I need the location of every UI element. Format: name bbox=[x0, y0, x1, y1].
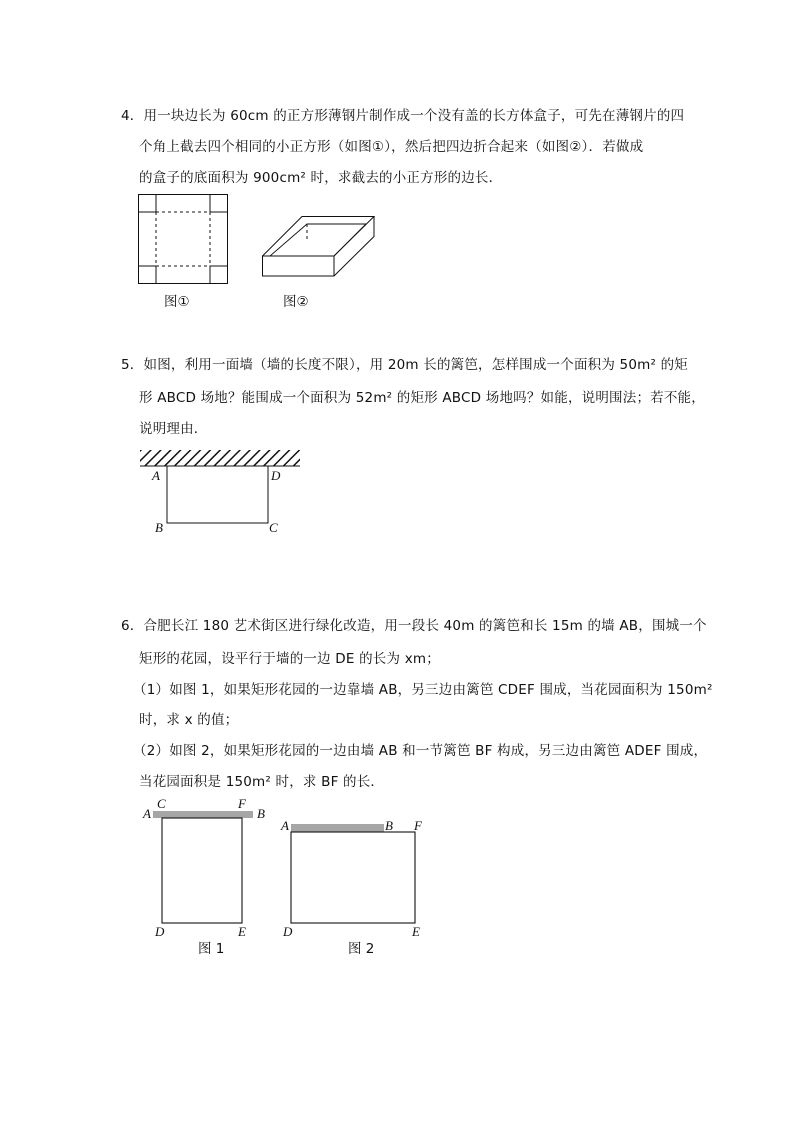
problem-6-line-1: 6．合肥长江 180 艺术街区进行绿化改造，用一段长 40m 的篱笆和长 15m 的墙 AB，围城一个 bbox=[121, 618, 707, 634]
wall-ab-1 bbox=[153, 811, 253, 818]
figure-2-caption: 图② bbox=[283, 294, 309, 310]
label-a: A bbox=[143, 806, 151, 821]
figure-open-box bbox=[262, 216, 377, 278]
label-c: C bbox=[157, 796, 166, 811]
figure-square-sheet bbox=[138, 194, 230, 286]
problem-5-line-1: 5．如图，利用一面墙（墙的长度不限），用 20m 长的篱笆，怎样围成一个面积为 50m² 的矩 bbox=[121, 357, 688, 373]
problem-6-line-5: （2）如图 2，如果矩形花园的一边由墙 AB 和一节篱笆 BF 构成，另三边由篱笆 ADEF 围成， bbox=[133, 743, 708, 759]
problem-6-line-6: 当花园面积是 150m² 时，求 BF 的长． bbox=[139, 774, 385, 790]
label-b: B bbox=[385, 818, 393, 833]
label-b: B bbox=[257, 806, 265, 821]
figure-6-1 bbox=[140, 796, 270, 946]
figure-6-2 bbox=[280, 816, 430, 946]
figure-1-caption: 图① bbox=[164, 294, 190, 310]
figure-6-2-caption: 图 2 bbox=[348, 941, 375, 957]
garden-rect-1 bbox=[162, 818, 242, 923]
problem-6-line-3: （1）如图 1，如果矩形花园的一边靠墙 AB，另三边由篱笆 CDEF 围成，当花园面积为 150m² bbox=[133, 682, 713, 698]
label-b: B bbox=[155, 520, 163, 535]
problem-5-line-3: 说明理由． bbox=[139, 421, 208, 437]
label-a: A bbox=[152, 468, 160, 483]
wall-ab-2 bbox=[291, 824, 384, 832]
label-e: E bbox=[412, 924, 420, 939]
figure-6-1-caption: 图 1 bbox=[198, 941, 225, 957]
label-f: F bbox=[414, 818, 422, 833]
label-c: C bbox=[269, 520, 278, 535]
label-a: A bbox=[281, 818, 289, 833]
label-f: F bbox=[238, 796, 246, 811]
problem-6-line-4: 时，求 x 的值； bbox=[139, 712, 239, 728]
figure-wall-rectangle bbox=[140, 450, 305, 540]
label-e: E bbox=[238, 924, 246, 939]
problem-4-line-3: 的盒子的底面积为 900cm² 时，求截去的小正方形的边长． bbox=[139, 170, 503, 186]
problem-4-line-2: 个角上截去四个相同的小正方形（如图①），然后把四边折合起来（如图②）．若做成 bbox=[139, 139, 644, 155]
problem-6-line-2: 矩形的花园，设平行于墙的一边 DE 的长为 xm； bbox=[139, 651, 440, 667]
label-d: D bbox=[271, 468, 281, 483]
problem-5-line-2: 形 ABCD 场地？能围成一个面积为 52m² 的矩形 ABCD 场地吗？如能，说明围法；若不能， bbox=[139, 390, 705, 406]
label-d: D bbox=[155, 924, 165, 939]
rectangle-abcd bbox=[167, 466, 268, 523]
wall-hatch bbox=[140, 450, 300, 466]
garden-rect-2 bbox=[291, 832, 415, 923]
problem-4-line-1: 4．用一块边长为 60cm 的正方形薄钢片制作成一个没有盖的长方体盒子，可先在薄钢片的四 bbox=[121, 108, 685, 124]
label-d: D bbox=[283, 924, 293, 939]
